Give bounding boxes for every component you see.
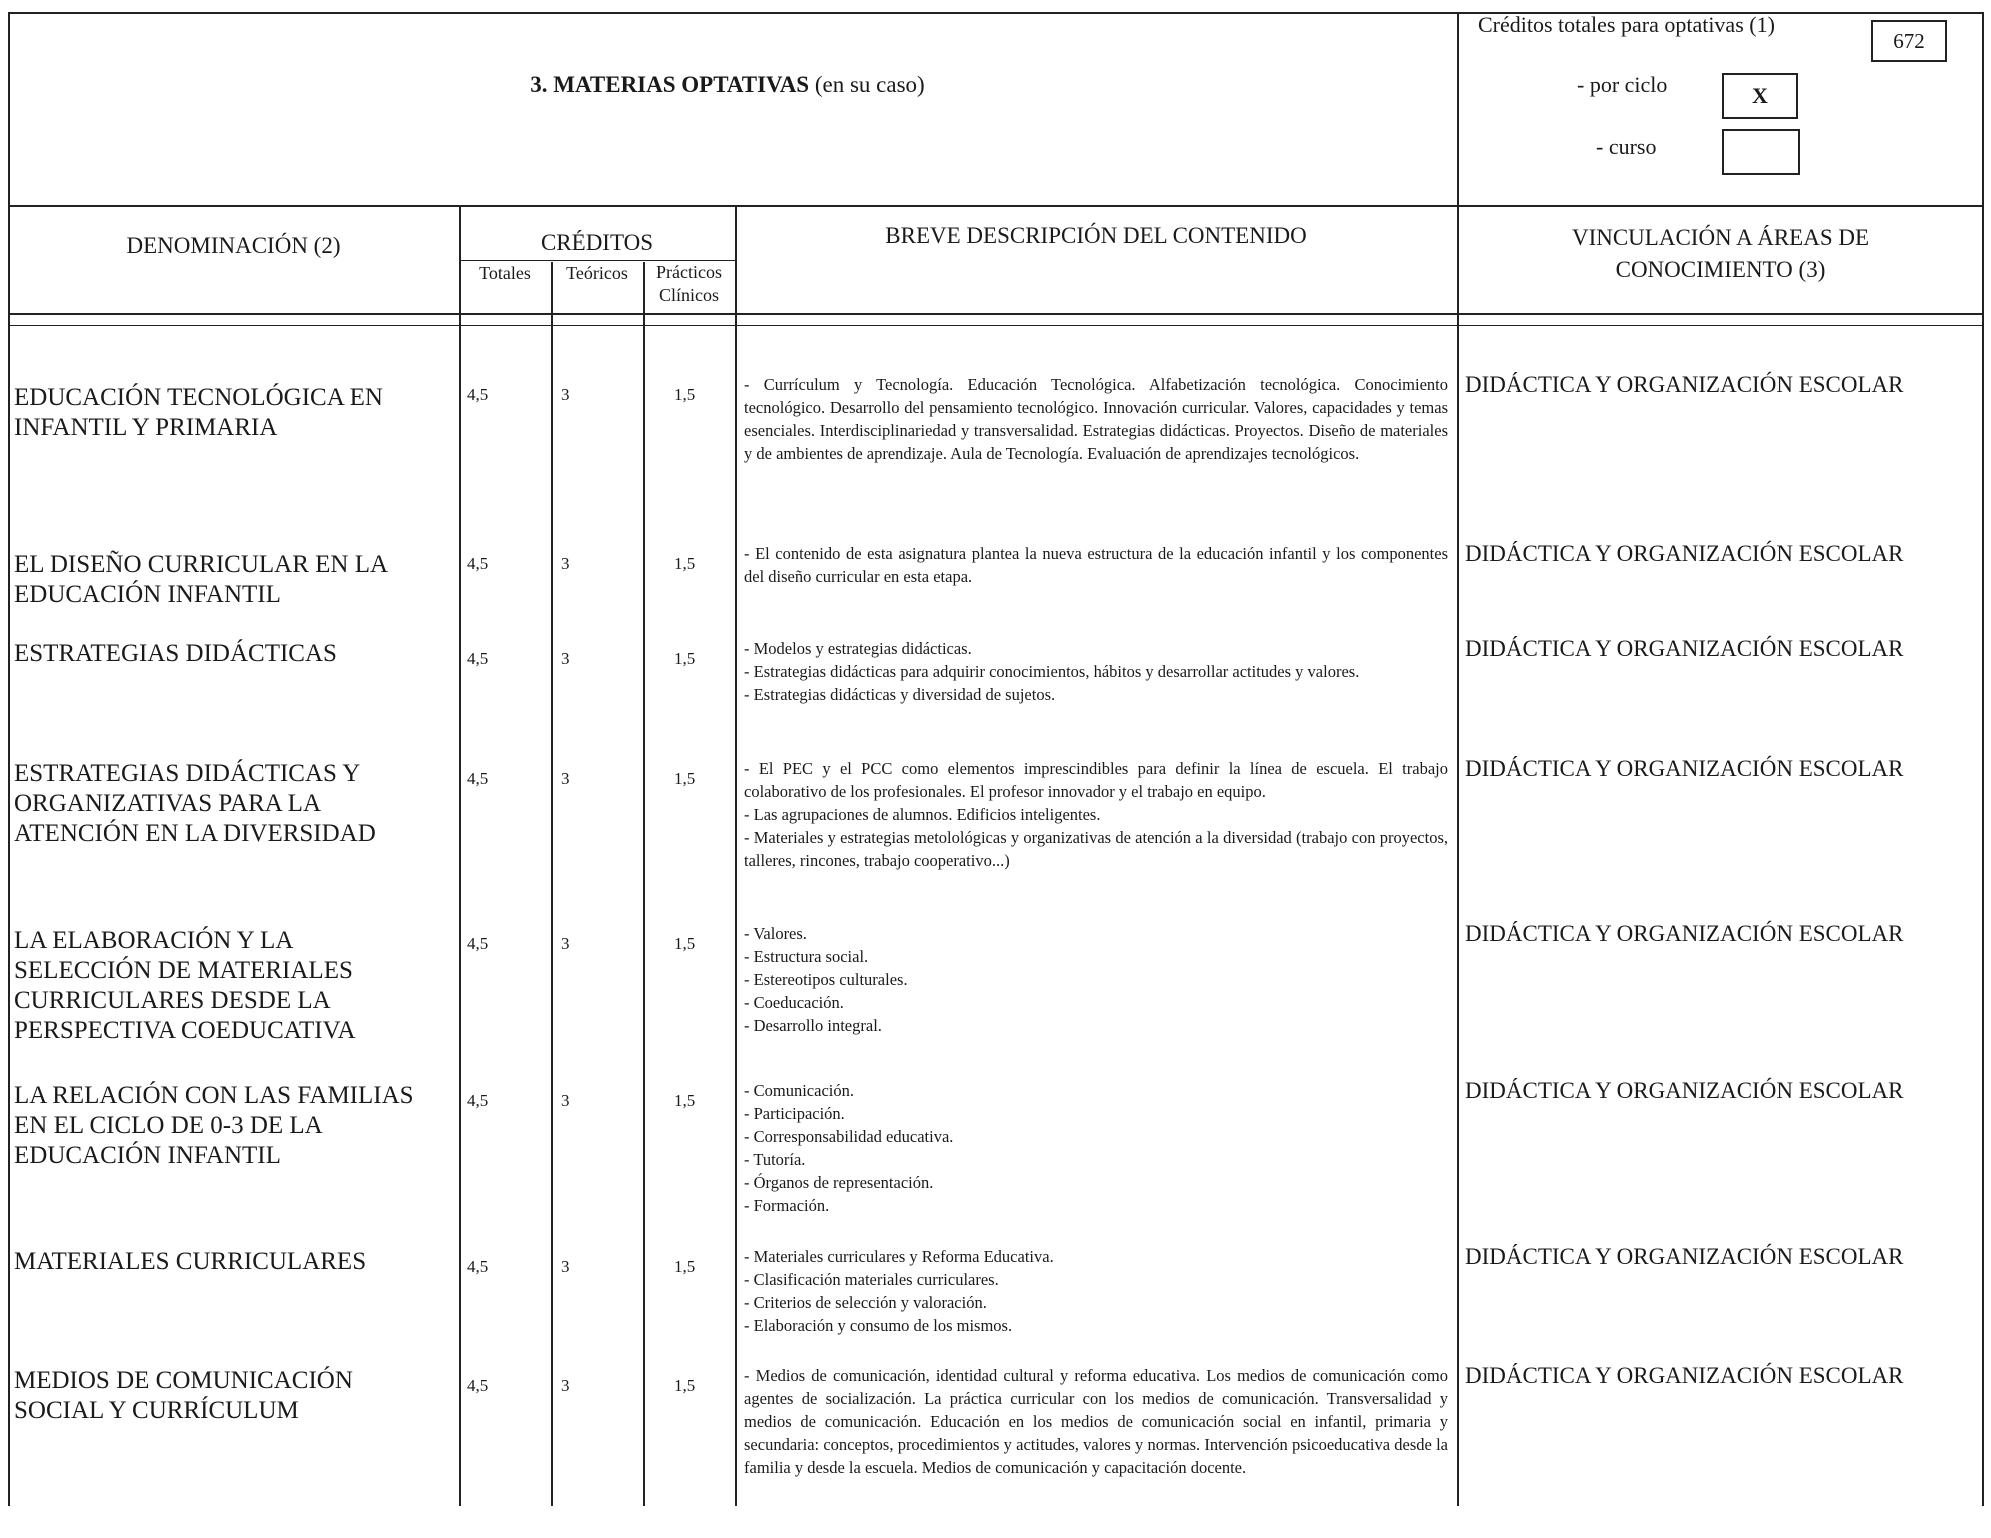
- row-1-descripcion: [744, 373, 1448, 465]
- denominacion-line: PERSPECTIVA COEDUCATIVA: [14, 1017, 356, 1044]
- row-4-area: DIDÁCTICA Y ORGANIZACIÓN ESCOLAR: [1465, 756, 1904, 781]
- descripcion-paragraph: - Las agrupaciones de alumnos. Edificios inteligentes.: [744, 805, 1101, 824]
- totales-divider: [551, 262, 553, 1506]
- header-divider: [8, 205, 1984, 207]
- row-1-denominacion: [14, 383, 454, 443]
- denominacion-line: SOCIAL Y CURRÍCULUM: [14, 1397, 299, 1424]
- row-7-totales: 4,5: [467, 1257, 489, 1276]
- denominacion-line: LA ELABORACIÓN Y LA: [14, 927, 294, 954]
- denominacion-line: ORGANIZATIVAS PARA LA: [14, 790, 321, 817]
- curso-checkbox: [1722, 129, 1800, 175]
- column-header-divider-2: [8, 325, 1984, 326]
- row-7-teoricos: 3: [561, 1257, 570, 1276]
- teoricos-divider: [643, 262, 645, 1506]
- vinculacion-header: VINCULACIÓN A ÁREAS DE CONOCIMIENTO (3): [1571, 225, 1870, 282]
- row-5-teoricos: 3: [561, 934, 570, 953]
- descripcion-paragraph: - Currículum y Tecnología. Educación Tecnológica. Alfabetización tecnológica. Conocimiento tecnológico. Desarrollo del pensamiento tecnológico. Innovación curricular. Valores, capacidades y temas esenciales. Interdisciplinariedad y transversalidad. Estrategias didácticas. Proyectos. Diseño de materiales y de ambientes de aprendizaje. Aula de Tecnología. Evaluación de aprendizajes tecnológicos.: [744, 375, 1448, 463]
- row-8-area: DIDÁCTICA Y ORGANIZACIÓN ESCOLAR: [1465, 1363, 1904, 1388]
- row-6-descripcion: [744, 1079, 1448, 1217]
- teoricos-header: Teóricos: [566, 263, 628, 283]
- descripcion-paragraph: - Estereotipos culturales.: [744, 970, 908, 989]
- descripcion-paragraph: - Estructura social.: [744, 947, 869, 966]
- descripcion-paragraph: - El contenido de esta asignatura plantea la nueva estructura de la educación infantil y los componentes del diseño curricular en esta etapa.: [744, 544, 1448, 586]
- page-title: 3. MATERIAS OPTATIVAS (en su caso): [530, 72, 925, 97]
- descripcion-paragraph: - Materiales y estrategias metolológicas y organizativas de atención a la diversidad (trabajo con proyectos, talleres, rincones, trabajo cooperativo...): [744, 828, 1448, 870]
- credits-right-divider: [735, 205, 737, 1506]
- descripcion-paragraph: - Estrategias didácticas para adquirir conocimientos, hábitos y desarrollar actitudes y valores.: [744, 662, 1360, 681]
- denominacion-header: DENOMINACIÓN (2): [126, 233, 341, 258]
- descripcion-paragraph: - Clasificación materiales curriculares.: [744, 1270, 999, 1289]
- row-3-practicos: 1,5: [674, 649, 696, 668]
- row-3-teoricos: 3: [561, 649, 570, 668]
- por-ciclo-label: - por ciclo: [1577, 72, 1668, 97]
- row-7-descripcion: [744, 1245, 1448, 1337]
- por-ciclo-checkbox: X: [1722, 73, 1798, 119]
- descripcion-paragraph: - Elaboración y consumo de los mismos.: [744, 1316, 1013, 1335]
- denominacion-line: MEDIOS DE COMUNICACIÓN: [14, 1367, 353, 1394]
- denominacion-line: CURRICULARES DESDE LA: [14, 987, 331, 1014]
- creditos-totales-label: Créditos totales para optativas (1): [1478, 12, 1775, 37]
- column-header-divider: [8, 313, 1984, 315]
- descripcion-paragraph: - Desarrollo integral.: [744, 1016, 882, 1035]
- descripcion-paragraph: - Criterios de selección y valoración.: [744, 1293, 987, 1312]
- row-4-teoricos: 3: [561, 769, 570, 788]
- row-4-totales: 4,5: [467, 769, 489, 788]
- descripcion-paragraph: - Materiales curriculares y Reforma Educativa.: [744, 1247, 1054, 1266]
- descripcion-paragraph: - Formación.: [744, 1196, 830, 1215]
- row-8-teoricos: 3: [561, 1376, 570, 1395]
- row-6-denominacion: [14, 1081, 454, 1171]
- row-2-teoricos: 3: [561, 554, 570, 573]
- row-4-denominacion: [14, 759, 454, 849]
- denominacion-line: LA RELACIÓN CON LAS FAMILIAS: [14, 1082, 414, 1109]
- row-2-descripcion: [744, 542, 1448, 588]
- row-3-denominacion: [14, 639, 454, 669]
- row-2-denominacion: [14, 550, 454, 610]
- denominacion-line: ESTRATEGIAS DIDÁCTICAS: [14, 640, 337, 667]
- row-7-area: DIDÁCTICA Y ORGANIZACIÓN ESCOLAR: [1465, 1244, 1904, 1269]
- row-2-practicos: 1,5: [674, 554, 696, 573]
- descripcion-header: BREVE DESCRIPCIÓN DEL CONTENIDO: [885, 223, 1307, 248]
- curso-label: - curso: [1596, 134, 1657, 159]
- row-3-area: DIDÁCTICA Y ORGANIZACIÓN ESCOLAR: [1465, 636, 1904, 661]
- denominacion-line: EDUCACIÓN TECNOLÓGICA EN: [14, 384, 383, 411]
- row-1-teoricos: 3: [561, 385, 570, 404]
- descripcion-paragraph: - El PEC y el PCC como elementos imprescindibles para definir la línea de escuela. El trabajo colaborativo de los profesionales. El profesor innovador y el trabajo en equipo.: [744, 759, 1448, 801]
- row-4-practicos: 1,5: [674, 769, 696, 788]
- descripcion-paragraph: - Comunicación.: [744, 1081, 854, 1100]
- row-5-area: DIDÁCTICA Y ORGANIZACIÓN ESCOLAR: [1465, 921, 1904, 946]
- row-4-descripcion: [744, 757, 1448, 872]
- denominacion-line: INFANTIL Y PRIMARIA: [14, 414, 278, 441]
- row-5-descripcion: [744, 922, 1448, 1037]
- descripcion-paragraph: - Valores.: [744, 924, 807, 943]
- descripcion-paragraph: - Participación.: [744, 1104, 845, 1123]
- denominacion-line: EDUCACIÓN INFANTIL: [14, 581, 281, 608]
- row-7-practicos: 1,5: [674, 1257, 696, 1276]
- row-1-totales: 4,5: [467, 385, 489, 404]
- denominacion-line: EL DISEÑO CURRICULAR EN LA: [14, 551, 389, 578]
- descripcion-paragraph: - Órganos de representación.: [744, 1173, 934, 1192]
- row-6-teoricos: 3: [561, 1091, 570, 1110]
- descripcion-paragraph: - Medios de comunicación, identidad cultural y reforma educativa. Los medios de comunicación como agentes de socialización. La práctica curricular con los medios de comunicación. Transversalidad y medios de comunicación. Educación en los medios de comunicación social en infantil, primaria y secundaria: conceptos, procedimientos y actitudes, valores y normas. Intervención psicoeducativa desde la familia y desde la escuela. Medios de comunicación y capacitación docente.: [744, 1366, 1448, 1477]
- credits-left-divider: [459, 205, 461, 1506]
- denominacion-line: EN EL CICLO DE 0-3 DE LA: [14, 1112, 323, 1139]
- row-1-practicos: 1,5: [674, 385, 696, 404]
- totales-header: Totales: [479, 263, 531, 283]
- creditos-totales-value: 672: [1871, 20, 1947, 62]
- creditos-header: CRÉDITOS: [540, 230, 654, 255]
- row-8-totales: 4,5: [467, 1376, 489, 1395]
- row-1-area: DIDÁCTICA Y ORGANIZACIÓN ESCOLAR: [1465, 372, 1904, 397]
- row-6-practicos: 1,5: [674, 1091, 696, 1110]
- row-5-practicos: 1,5: [674, 934, 696, 953]
- row-8-denominacion: [14, 1366, 454, 1426]
- row-5-totales: 4,5: [467, 934, 489, 953]
- row-6-area: DIDÁCTICA Y ORGANIZACIÓN ESCOLAR: [1465, 1078, 1904, 1103]
- descripcion-paragraph: - Estrategias didácticas y diversidad de sujetos.: [744, 685, 1056, 704]
- denominacion-line: MATERIALES CURRICULARES: [14, 1248, 367, 1275]
- row-8-descripcion: [744, 1364, 1448, 1479]
- descripcion-paragraph: - Tutoría.: [744, 1150, 806, 1169]
- row-2-totales: 4,5: [467, 554, 489, 573]
- denominacion-line: EDUCACIÓN INFANTIL: [14, 1142, 281, 1169]
- descripcion-paragraph: - Coeducación.: [744, 993, 844, 1012]
- row-2-area: DIDÁCTICA Y ORGANIZACIÓN ESCOLAR: [1465, 541, 1904, 566]
- row-5-denominacion: [14, 926, 454, 1046]
- row-7-denominacion: [14, 1247, 454, 1277]
- row-6-totales: 4,5: [467, 1091, 489, 1110]
- denominacion-line: ESTRATEGIAS DIDÁCTICAS Y: [14, 760, 361, 787]
- descripcion-paragraph: - Modelos y estrategias didácticas.: [744, 639, 972, 658]
- denominacion-line: ATENCIÓN EN LA DIVERSIDAD: [14, 820, 376, 847]
- row-3-totales: 4,5: [467, 649, 489, 668]
- practicos-header: Prácticos Clínicos: [656, 262, 722, 305]
- denominacion-line: SELECCIÓN DE MATERIALES: [14, 957, 353, 984]
- descripcion-paragraph: - Corresponsabilidad educativa.: [744, 1127, 954, 1146]
- row-3-descripcion: [744, 637, 1448, 706]
- row-8-practicos: 1,5: [674, 1376, 696, 1395]
